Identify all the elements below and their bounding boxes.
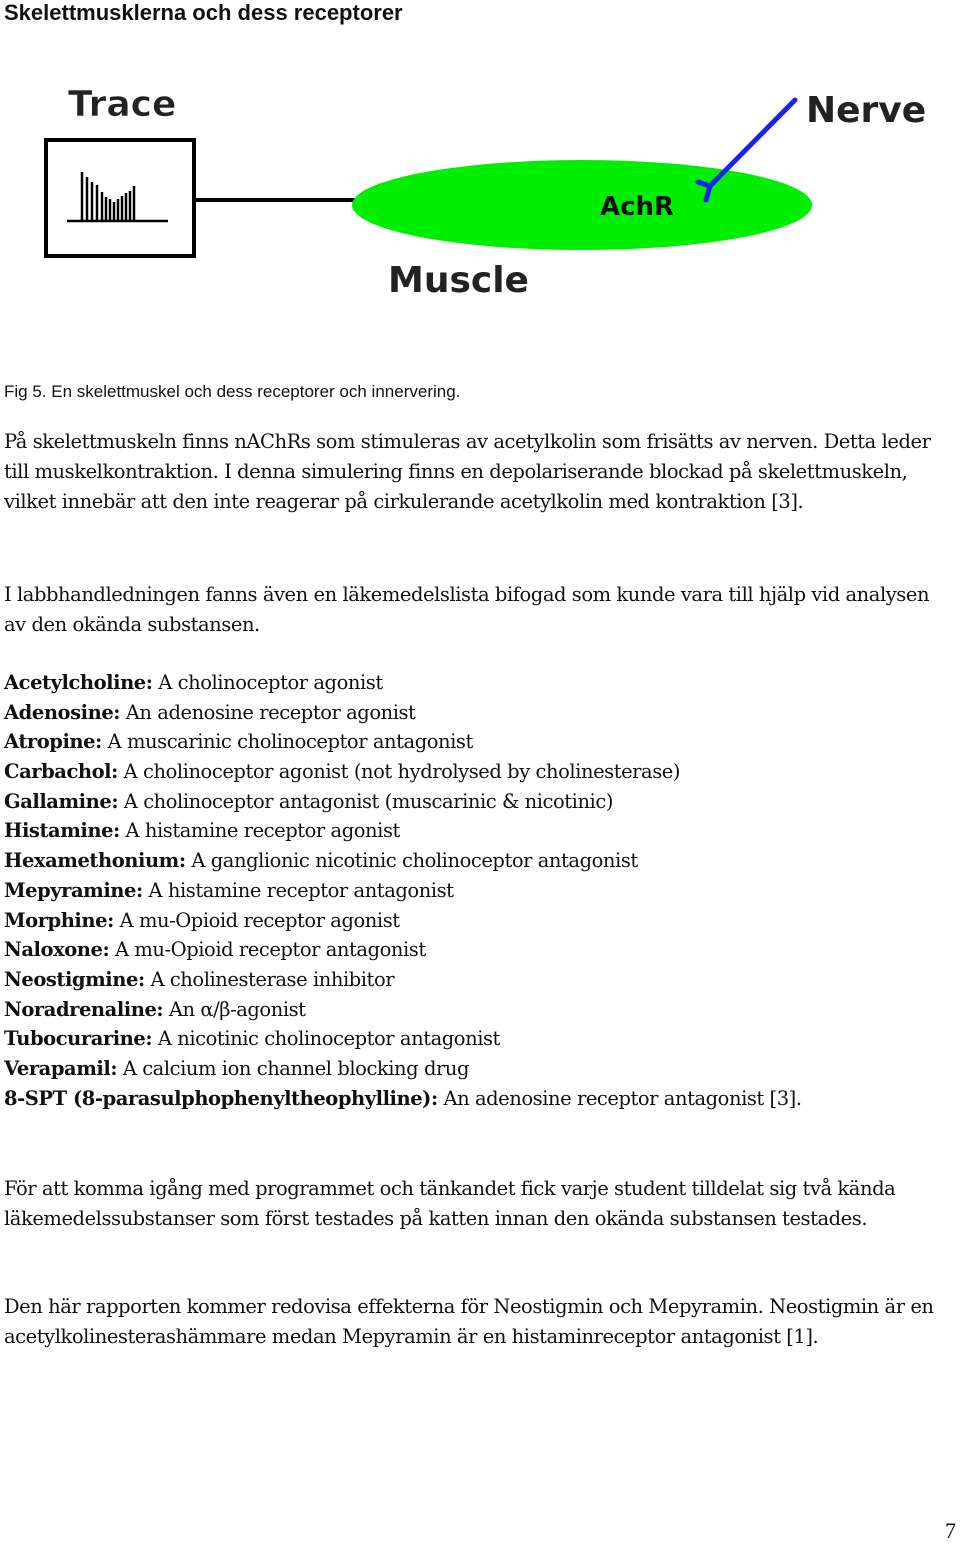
drug-item [4, 876, 956, 906]
drug-description: A mu-Opioid receptor antagonist [109, 938, 426, 962]
body-paragraph: Den här rapporten kommer redovisa effekterna för Neostigmin och Mepyramin. Neostigmin är en acetylkolinesterashämmare medan Mepyramin är en histaminreceptor antagonist [1]. [4, 1295, 934, 1348]
drug-item [4, 906, 956, 936]
body-paragraph: I labbhandledningen fanns även en läkemedelslista bifogad som kunde vara till hjälp vid analysen av den okända substansen. [4, 583, 930, 636]
drug-description: A histamine receptor agonist [119, 819, 400, 843]
drug-description: A calcium ion channel blocking drug [117, 1056, 469, 1080]
body-paragraph: För att komma igång med programmet och tänkandet fick varje student tilldelat sig två kända läkemedelssubstanser som först testades på katten innan den okända substansen testades. [4, 1177, 896, 1230]
drug-description: A muscarinic cholinoceptor antagonist [101, 730, 473, 754]
drug-item [4, 1054, 956, 1084]
muscle-ellipse [352, 160, 812, 250]
drug-description: A histamine receptor antagonist [142, 878, 454, 902]
drug-description: An adenosine receptor agonist [120, 700, 416, 724]
drug-description: A cholinoceptor agonist [152, 671, 383, 694]
drug-item [4, 965, 956, 995]
drug-name: Acetylcholine: [4, 671, 153, 694]
muscle-label: Muscle [388, 260, 529, 301]
drug-list [4, 668, 956, 1113]
drug-name: Verapamil: [4, 1056, 118, 1080]
drug-description: A cholinoceptor agonist (not hydrolysed by cholinesterase) [117, 760, 681, 784]
drug-name: Carbachol: [4, 760, 118, 784]
drug-description: A cholinoceptor antagonist (muscarinic & nicotinic) [118, 789, 613, 813]
drug-description: A cholinesterase inhibitor [144, 967, 395, 991]
drug-item [4, 757, 956, 787]
drug-description: An adenosine receptor antagonist [3]. [437, 1086, 802, 1110]
drug-item [4, 668, 956, 698]
drug-name: Histamine: [4, 819, 120, 843]
drug-name: 8-SPT (8-parasulphophenyltheophylline): [4, 1086, 438, 1110]
drug-item [4, 698, 956, 728]
drug-description: A nicotinic cholinoceptor antagonist [152, 1027, 500, 1051]
drug-name: Mepyramine: [4, 878, 143, 902]
drug-item [4, 1024, 956, 1054]
nerve-label: Nerve [806, 90, 927, 131]
drug-name: Neostigmine: [4, 967, 145, 991]
drug-name: Naloxone: [4, 938, 110, 962]
muscle-receptor-figure [40, 82, 940, 312]
trace-label: Trace [68, 84, 177, 125]
body-paragraph: På skelettmuskeln finns nAChRs som stimuleras av acetylkolin som frisätts av nerven. Detta leder till muskelkontraktion. I denna simulering finns en depolariserande blockad på skelettmuskeln, vilket innebär att den inte reagerar på cirkulerande acetylkolin med kontraktion [3]. [4, 430, 931, 513]
drug-description: A ganglionic nicotinic cholinoceptor antagonist [185, 849, 638, 873]
drug-description: A mu-Opioid receptor agonist [113, 908, 400, 932]
drug-item [4, 846, 956, 876]
figure-caption: Fig 5. En skelettmuskel och dess receptorer och innervering. [4, 382, 461, 401]
drug-name: Hexamethonium: [4, 849, 186, 873]
page-number: 7 [945, 1518, 956, 1543]
drug-item [4, 727, 956, 757]
drug-name: Atropine: [4, 730, 102, 754]
drug-item [4, 935, 956, 965]
trace-box [46, 140, 194, 256]
drug-item [4, 995, 956, 1025]
receptor-label: AchR [600, 192, 675, 222]
drug-name: Tubocurarine: [4, 1027, 153, 1051]
drug-name: Morphine: [4, 908, 114, 932]
drug-name: Gallamine: [4, 789, 119, 813]
drug-description: An α/β-agonist [163, 997, 306, 1021]
drug-item [4, 787, 956, 817]
drug-item [4, 816, 956, 846]
drug-item [4, 1084, 956, 1114]
drug-name: Noradrenaline: [4, 997, 164, 1021]
drug-name: Adenosine: [4, 700, 121, 724]
page-heading: Skelettmusklerna och dess receptorer [4, 0, 403, 25]
